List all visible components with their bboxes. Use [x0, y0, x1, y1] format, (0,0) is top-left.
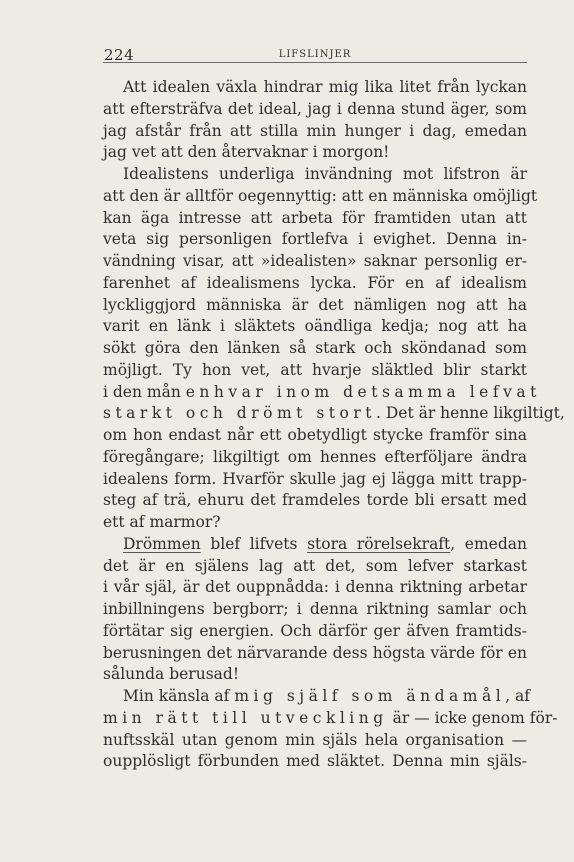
paragraph-2 — [103, 164, 565, 534]
text-segment: är — icke genom för- — [387, 708, 558, 727]
page-header — [103, 40, 527, 63]
paragraph-3 — [103, 534, 527, 686]
text-line: lyckliggjord människa är det nämligen nog att ha — [103, 295, 527, 314]
text-line: berusningen det närvarande dess högsta värde för en — [103, 643, 527, 662]
spaced-emphasis: mig själf som ändamål — [234, 687, 506, 705]
text-line: ett af marmor? — [103, 513, 221, 531]
underlined-phrase: stora rörelsekraft — [307, 534, 451, 553]
text-line: kan äga intresse att arbeta för framtiden utan att — [103, 208, 527, 227]
running-title: LIFSLINJER — [278, 49, 352, 60]
text-line — [103, 686, 531, 708]
text-segment: i den mån — [103, 382, 186, 401]
text-line — [103, 708, 558, 730]
text-line: möjligt. Ty hon vet, att hvarje släktled blir starkt — [103, 360, 527, 379]
text-line: farenhet af idealismens lycka. För en af idealism — [103, 273, 527, 292]
text-line: förtätar sig energien. Och därför ger äfven framtids- — [103, 621, 527, 640]
text-segment: , emedan — [450, 534, 527, 553]
body-text — [103, 77, 565, 773]
page-number: 224 — [104, 46, 135, 64]
text-line: föregångare; likgiltigt om hennes efterföljare ändra — [103, 447, 527, 466]
text-line: Idealistens underliga invändning mot lifstron är — [123, 165, 527, 183]
text-line: steg af trä, ehuru det framdeles torde bli ersatt med — [103, 491, 527, 510]
text-line: Att idealen växla hindrar mig lika litet från lyckan — [123, 78, 527, 96]
text-segment: Min känsla af — [123, 687, 235, 705]
underlined-word: Drömmen — [123, 534, 201, 553]
text-line — [103, 534, 527, 556]
paragraph-4 — [103, 686, 558, 773]
text-line: veta sig personligen fortlefva i evighet. Denna in- — [103, 230, 527, 249]
text-line: sökt göra den länken så stark och sköndanad som — [103, 339, 527, 357]
text-line — [103, 382, 541, 404]
text-line: jag afstår från att stilla min hunger i dag, emedan — [103, 121, 527, 140]
spaced-emphasis: min rätt till utveckling — [103, 708, 388, 727]
text-line: sålunda berusad! — [103, 665, 240, 684]
text-line: i vår själ, är det ouppnådda: i denna riktning arbetar — [103, 578, 527, 597]
text-line: om hon endast når ett obetydligt stycke framför sina — [103, 426, 527, 444]
paragraph-1 — [103, 77, 527, 164]
text-segment: , af — [505, 687, 531, 705]
text-line: oupplösligt förbunden med släktet. Denna min själs- — [103, 752, 527, 771]
text-segment: . Det är henne likgiltigt, — [375, 404, 565, 423]
text-line: det är en själens lag att det, som lefver starkast — [103, 556, 527, 575]
text-line: inbillningens bergborr; i denna riktning samlar och — [103, 600, 527, 618]
text-line: att den är alltför oegennyttig: att en människa omöjligt — [103, 186, 538, 205]
text-line: att eftersträfva det ideal, jag i denna stund äger, som — [103, 99, 527, 118]
text-line: jag vet att den återvaknar i morgon! — [103, 143, 390, 162]
text-line — [103, 403, 565, 425]
spaced-emphasis: starkt och drömt stort — [103, 404, 376, 423]
text-line: idealens form. Hvarför skulle jag ej lägga mitt trapp- — [103, 469, 527, 488]
text-line: nuftsskäl utan genom min själs hela organisation — — [103, 730, 527, 749]
spaced-emphasis: enhvar inom detsamma lefvat — [185, 382, 541, 401]
text-line: vändning visar, att »idealisten» saknar personlig er- — [103, 252, 527, 270]
text-line: varit en länk i släktets oändliga kedja; nog att ha — [103, 317, 527, 336]
text-segment: blef lifvets — [200, 534, 308, 553]
